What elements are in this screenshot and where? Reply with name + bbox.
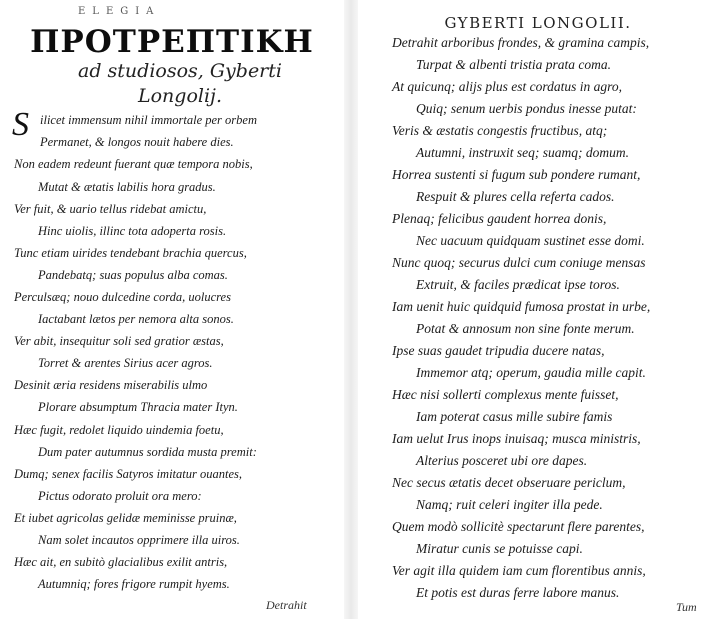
verse-line: Ver fuit, & uario tellus ridebat amictu,: [14, 202, 207, 216]
left-page: [0, 0, 345, 619]
verse-line: Et iubet agricolas gelidæ meminisse pruinæ,: [14, 511, 237, 525]
verse-line: Pictus odorato proluit ora mero:: [38, 489, 202, 503]
verse-line: Iactabant lætos per nemora alta sonos.: [38, 312, 234, 326]
verse-line: ilicet immensum nihil immortale per orbem: [40, 113, 257, 127]
verse-line: Mutat & ætatis labilis hora gradus.: [38, 180, 216, 194]
book-gutter: [344, 0, 358, 619]
verse-line: Ipse suas gaudet tripudia ducere natas,: [392, 343, 605, 358]
verse-line: Non eadem redeunt fuerant quæ tempora nobis,: [14, 157, 253, 171]
verse-line: Hæc ait, en subitò glacialibus exilit antris,: [14, 555, 228, 569]
verse-line: Hæc nisi sollerti complexus mente fuisset,: [392, 387, 619, 402]
verse-line: Horrea sustenti si fugum sub pondere rumant,: [392, 167, 641, 182]
verse-line: Hinc uiolis, illinc tota adoperta rosis.: [38, 224, 227, 238]
verse-line: Autumniq; fores frigore rumpit hyems.: [38, 577, 230, 591]
verse-line: Alterius posceret ubi ore dapes.: [416, 453, 588, 468]
verse-line: Namq; ruit celeri ingiter illa pede.: [416, 497, 603, 512]
verse-line: Turpat & albenti tristia prata coma.: [416, 57, 612, 72]
running-head: GYBERTI LONGOLII.: [444, 14, 632, 32]
subtitle-line-2: Longolij.: [138, 85, 222, 107]
verse-line: Perculsæq; nouo dulcedine corda, uolucres: [14, 290, 231, 304]
verse-line: Quem modò sollicitè spectarunt flere parentes,: [392, 519, 645, 534]
verse-line: Et potis est duras ferre labore manus.: [416, 585, 620, 600]
verse-line: Quiq; senum uerbis pondus inesse putat:: [416, 101, 637, 116]
verse-line: Ver agit illa quidem iam cum florentibus annis,: [392, 563, 646, 578]
verse-line: Detrahit arboribus frondes, & gramina campis,: [392, 35, 650, 50]
verse-line: Plenaq; felicibus gaudent horrea donis,: [392, 211, 607, 226]
verse-line: Dumq; senex facilis Satyros imitatur ouantes,: [14, 467, 242, 481]
verse-line: Potat & annosum non sine fonte merum.: [416, 321, 635, 336]
elegia-heading: ELEGIA: [78, 6, 161, 17]
verse-line: Respuit & plures cella referta cados.: [416, 189, 615, 204]
verse-line: Autumni, instruxit seq; suamq; domum.: [416, 145, 629, 160]
verse-line: Nam solet incautos opprimere illa uiros.: [38, 533, 240, 547]
verse-line: Nec uacuum quidquam sustinet esse domi.: [416, 233, 645, 248]
verse-line: Dum pater autumnus sordida musta premit:: [38, 445, 257, 459]
right-page: [358, 0, 709, 619]
verse-line: Pandebatq; suas populus alba comas.: [38, 268, 228, 282]
verse-line: Iam uelut Irus inops inuisaq; musca ministris,: [392, 431, 641, 446]
verse-line: Extruit, & faciles prædicat ipse toros.: [416, 277, 620, 292]
verse-line: Hæc fugit, redolet liquido uindemia foetu,: [14, 423, 224, 437]
verse-line: Immemor atq; operum, gaudia mille capit.: [416, 365, 646, 380]
verse-line: At quicunq; alijs plus est cordatus in agro,: [392, 79, 622, 94]
verse-line: Permanet, & longos nouit habere dies.: [40, 135, 234, 149]
verse-line: Plorare absumptum Thracia mater Ityn.: [38, 400, 238, 414]
verse-line: Desinit æria residens miserabilis ulmo: [14, 378, 208, 392]
catchword: Detrahit: [266, 598, 307, 612]
verse-line: Miratur cunis se potuisse capi.: [416, 541, 583, 556]
verse-line: Ver abit, insequitur soli sed gratior æstas,: [14, 334, 224, 348]
subtitle-line-1: ad studiosos, Gyberti: [78, 60, 282, 82]
verse-line: Nec secus ætatis decet obseruare periclum,: [392, 475, 626, 490]
verse-line: Nunc quoq; securus dulci cum coniuge mensas: [392, 255, 646, 270]
verse-line: Tunc etiam uirides tendebant brachia quercus,: [14, 246, 247, 260]
catchword: Tum: [676, 600, 697, 614]
verse-line: Iam poterat casus mille subire famis: [416, 409, 613, 424]
verse-line: Iam uenit huic quidquid fumosa prostat in urbe,: [392, 299, 651, 314]
verse-line: Torret & arentes Sirius acer agros.: [38, 356, 213, 370]
drop-cap: S: [12, 106, 29, 143]
verse-line: Veris & æstatis congestis fructibus, atq;: [392, 123, 608, 138]
greek-title: ΠΡΟΤΡΕΠΤΙΚΗ: [30, 24, 314, 60]
